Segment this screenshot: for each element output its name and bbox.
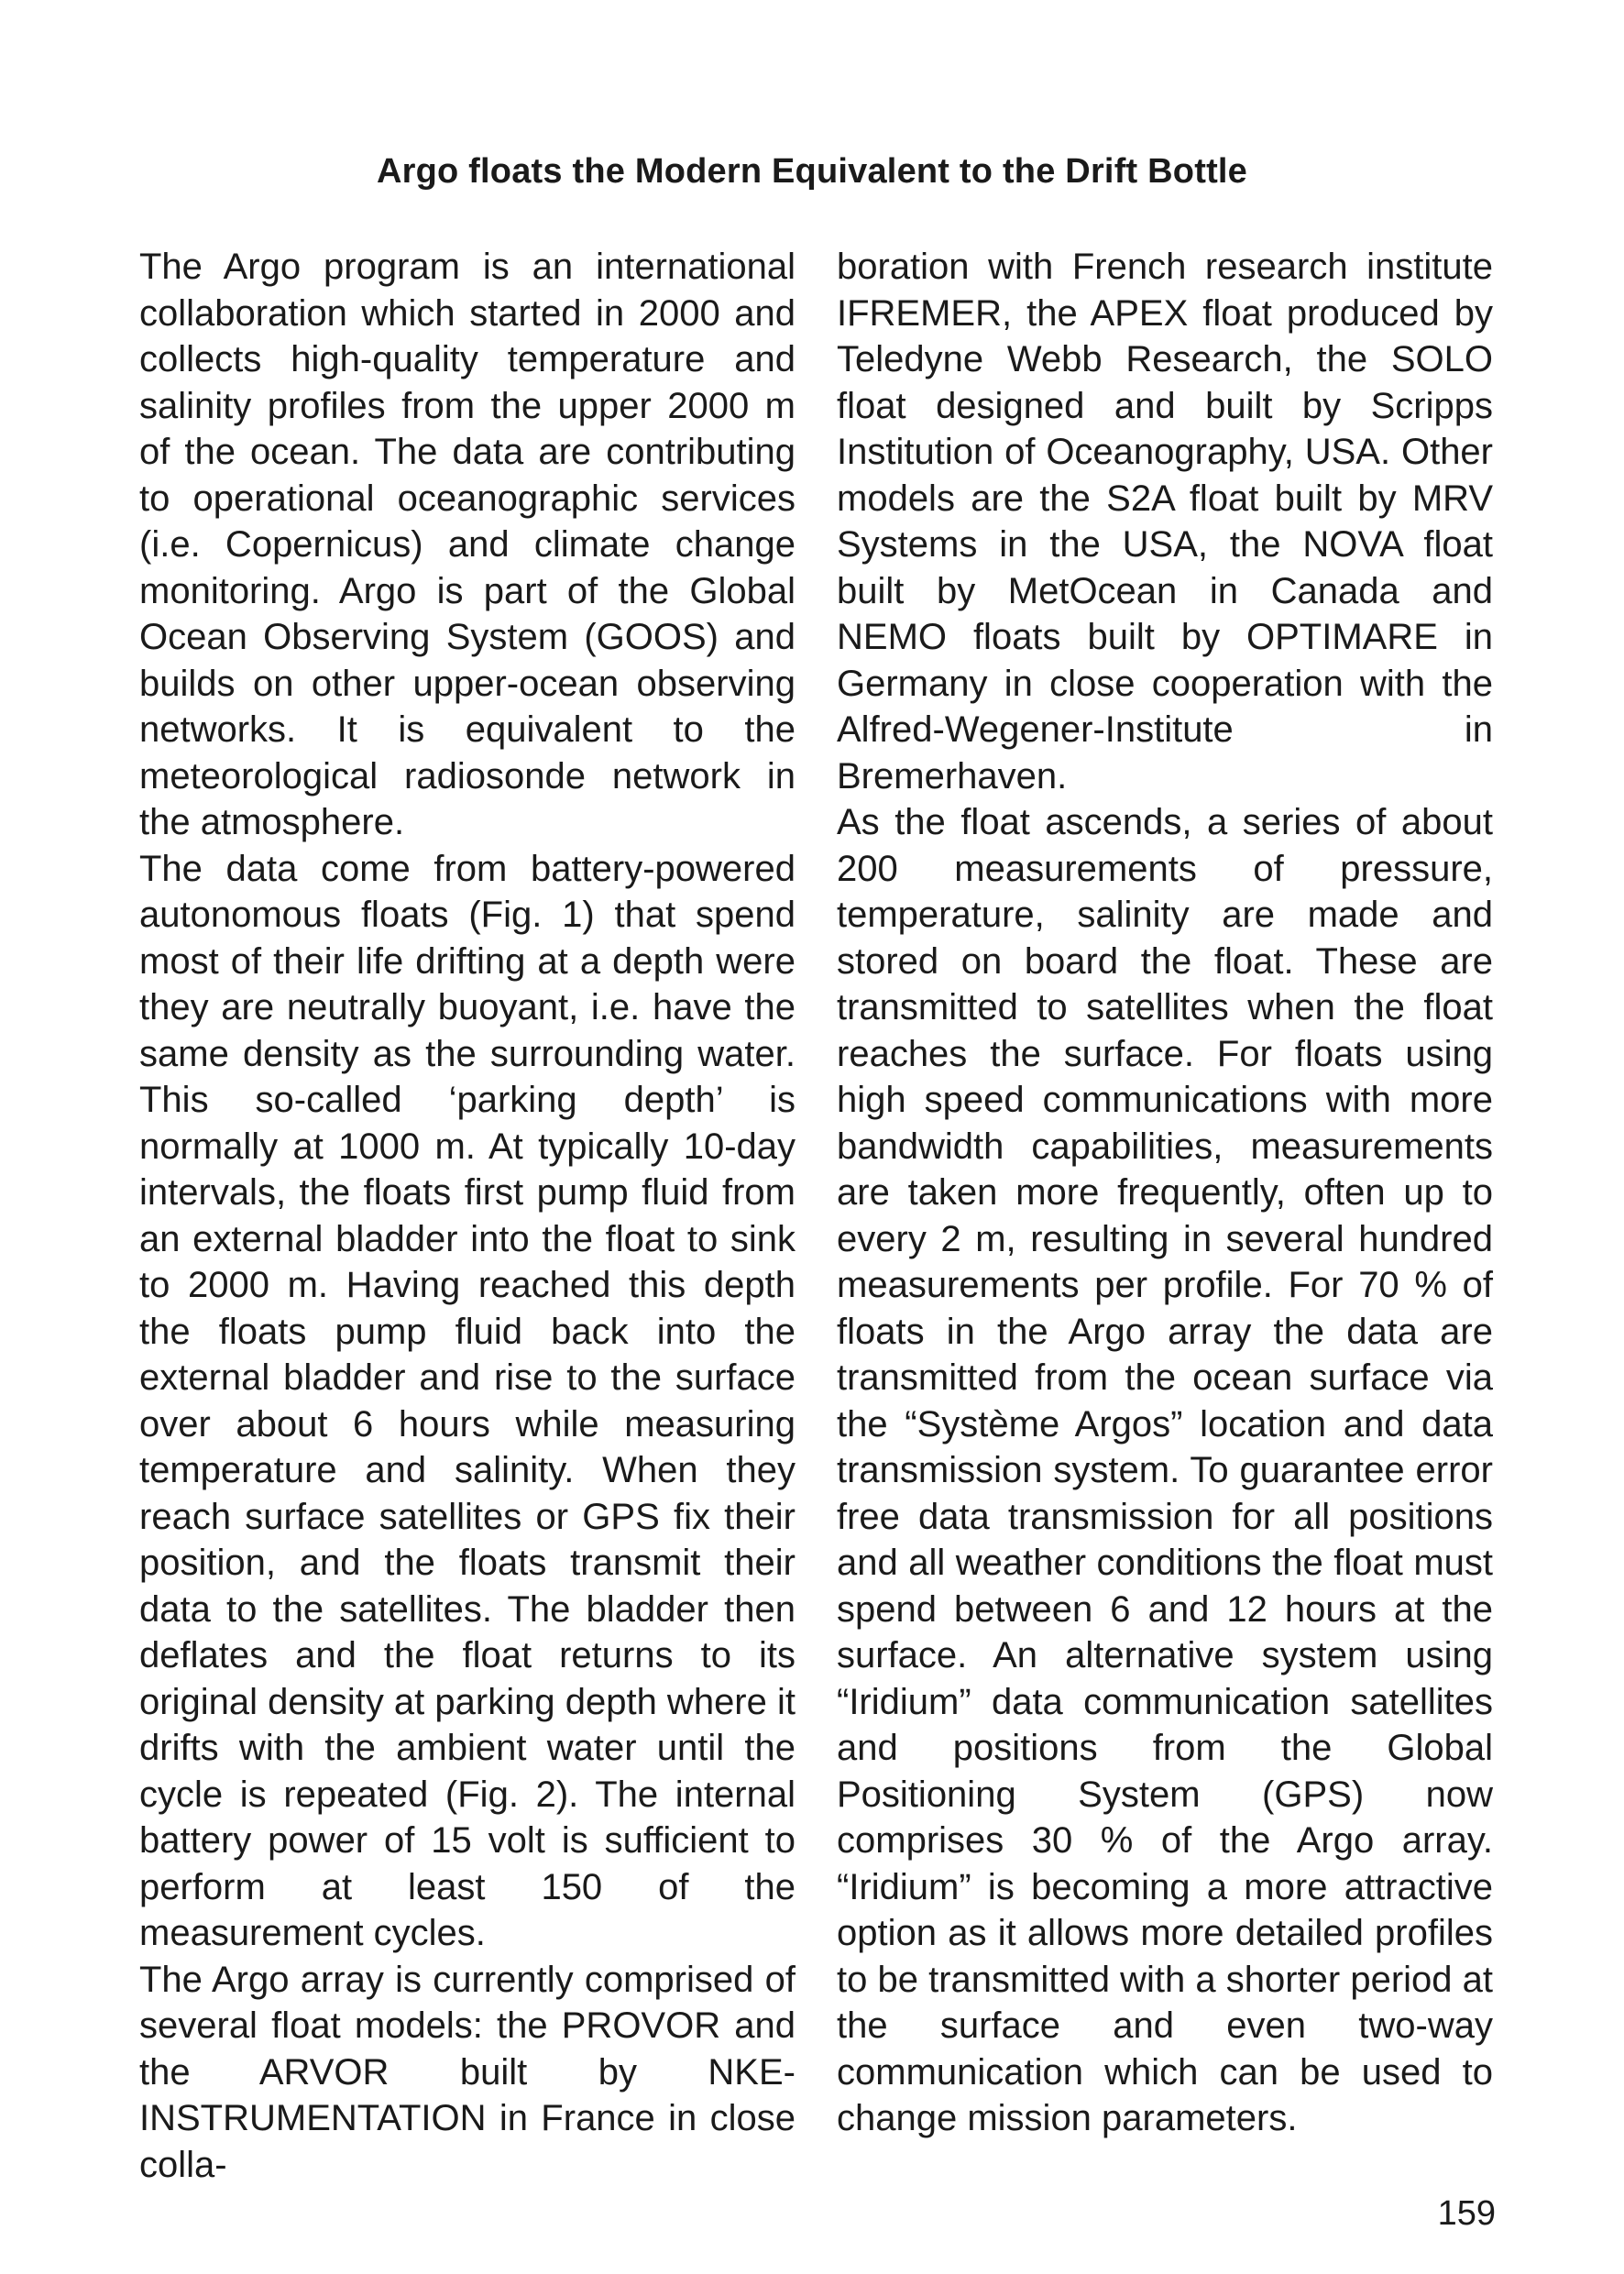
paragraph: The Argo program is an international collaboration which started in 2000 and collects high-quality temperature and salinity profiles from the upper 2000 m of the ocean. The data are contributing to operational oceanographic services (i.e. Copernicus) and climate change monitoring. Argo is part of the Global Ocean Observing System (GOOS) and builds on other upper-ocean observing networks. It is equivalent to the meteorological radiosonde network in the atmosphere.	[139, 247, 796, 842]
paragraph: As the float ascends, a series of about 200 measurements of pressure, temperature, salinity are made and stored on board the float. These are transmitted to satellites when the float reaches the surface. For floats using high speed communications with more bandwidth capabilities, measurements are taken more frequently, often up to every 2 m, resulting in several hundred measurements per profile. For 70 % of floats in the Argo array the data are transmitted from the ocean surface via the “Système Argos” location and data transmission system. To guarantee error free data transmission for all positions and all weather conditions the float must spend between 6 and 12 hours at the surface. An alternative system using “Iridium” data communication satellites and positions from the Global Positioning System (GPS) now comprises 30 % of the Argo array. “Iridium” is becoming a more attractive option as it allows more detailed profiles to be transmitted with a shorter period at the surface and even two-way communication which can be used to change mission parameters.	[837, 802, 1493, 2138]
right-column	[837, 244, 1493, 2142]
left-column	[139, 244, 796, 2188]
page-title: Argo floats the Modern Equivalent to the Drift Bottle	[376, 152, 1248, 191]
page-number: 159	[1437, 2194, 1496, 2233]
paragraph: boration with French research institute IFREMER, the APEX float produced by Teledyne Webb Research, the SOLO float designed and built by Scripps Institution of Oceanography, USA. Other models are the S2A float built by MRV Systems in the USA, the NOVA float built by MetOcean in Canada and NEMO floats built by OPTIMARE in Germany in close cooperation with the Alfred-Wegener-Institute in Bremerhaven.	[837, 247, 1493, 796]
paragraph: The data come from battery-powered autonomous floats (Fig. 1) that spend most of their life drifting at a depth were they are neutrally buoyant, i.e. have the same density as the surrounding water. This so-called ‘parking depth’ is normally at 1000 m. At typically 10-day intervals, the floats first pump fluid from an external bladder into the float to sink to 2000 m. Having reached this depth the floats pump fluid back into the external bladder and rise to the surface over about 6 hours while measuring temperature and salinity. When they reach surface satellites or GPS fix their position, and the floats transmit their data to the satellites. The bladder then deflates and the float returns to its original density at parking depth where it drifts with the ambient water until the cycle is repeated (Fig. 2). The internal battery power of 15 volt is sufficient to perform at least 150 of the measurement cycles.	[139, 848, 796, 1953]
paragraph: The Argo array is currently comprised of several float models: the PROVOR and the ARVOR built by NKE-INSTRUMENTATION in France in close colla-	[139, 1959, 796, 2185]
